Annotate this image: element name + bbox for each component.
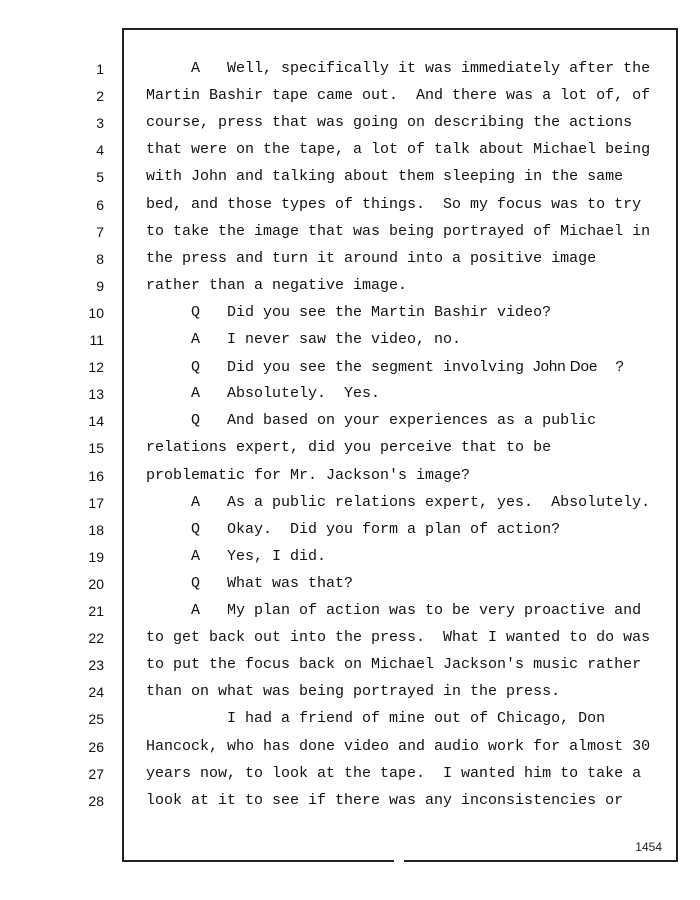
line-text: years now, to look at the tape. I wanted him to take a (146, 765, 642, 782)
line-text: A I never saw the video, no. (146, 331, 462, 348)
line-number: 20 (88, 576, 104, 592)
transcript-line (146, 224, 671, 240)
line-text: with John and talking about them sleeping in the same (146, 168, 624, 185)
page-number: 1454 (635, 840, 662, 854)
transcript-line (146, 169, 671, 185)
line-text: look at it to see if there was any inconsistencies or (146, 792, 624, 809)
transcript-line (146, 603, 671, 619)
bottom-border-right (404, 860, 678, 862)
line-number: 21 (88, 603, 104, 619)
line-number: 7 (96, 224, 104, 240)
line-number: 28 (88, 793, 104, 809)
transcript-line (146, 495, 671, 511)
line-number: 13 (88, 386, 104, 402)
transcript-line (146, 576, 671, 592)
line-text: bed, and those types of things. So my focus was to try (146, 196, 642, 213)
line-number: 15 (88, 440, 104, 456)
line-number: 19 (88, 549, 104, 565)
line-text: the press and turn it around into a positive image (146, 250, 597, 267)
line-number: 10 (88, 305, 104, 321)
transcript-line (146, 413, 671, 429)
line-text: I had a friend of mine out of Chicago, Don (146, 710, 606, 727)
line-number: 17 (88, 495, 104, 511)
line-text: that were on the tape, a lot of talk about Michael being (146, 141, 651, 158)
line-number: 22 (88, 630, 104, 646)
transcript-line (146, 142, 671, 158)
transcript-line (146, 549, 671, 565)
transcript-line (146, 468, 671, 484)
line-text: to put the focus back on Michael Jackson's music rather (146, 656, 642, 673)
line-text: to get back out into the press. What I wanted to do was (146, 629, 651, 646)
line-number: 26 (88, 739, 104, 755)
line-text: problematic for Mr. Jackson's image? (146, 467, 471, 484)
transcript-line (146, 61, 671, 77)
line-text: A My plan of action was to be very proactive and (146, 602, 642, 619)
transcript-line (146, 359, 671, 376)
line-number: 4 (96, 142, 104, 158)
line-text: Q Did you see the Martin Bashir video? (146, 304, 552, 321)
line-number: 27 (88, 766, 104, 782)
line-text: A Absolutely. Yes. (146, 385, 381, 402)
line-text: Q And based on your experiences as a public (146, 412, 597, 429)
line-text: Martin Bashir tape came out. And there was a lot of, of (146, 87, 651, 104)
redacted-name: John Doe (533, 358, 598, 375)
transcript-line (146, 440, 671, 456)
transcript-line (146, 657, 671, 673)
transcript-line (146, 332, 671, 348)
line-text: A Yes, I did. (146, 548, 327, 565)
line-number: 6 (96, 197, 104, 213)
transcript-line (146, 115, 671, 131)
line-text: relations expert, did you perceive that to be (146, 439, 552, 456)
transcript-line (146, 630, 671, 646)
line-number: 16 (88, 468, 104, 484)
transcript-line (146, 386, 671, 402)
line-text: rather than a negative image. (146, 277, 408, 294)
transcript-line (146, 793, 671, 809)
transcript-line (146, 305, 671, 321)
line-number: 11 (89, 332, 104, 348)
transcript-line (146, 88, 671, 104)
transcript-line (146, 766, 671, 782)
line-text: than on what was being portrayed in the press. (146, 683, 561, 700)
line-number: 14 (88, 413, 104, 429)
line-text: Q Did you see the segment involving (146, 359, 534, 376)
transcript-line (146, 522, 671, 538)
line-text: A Well, specifically it was immediately after the (146, 60, 651, 77)
line-number: 25 (88, 711, 104, 727)
line-number: 1 (96, 61, 104, 77)
line-number: 18 (88, 522, 104, 538)
line-number: 5 (96, 169, 104, 185)
line-text: course, press that was going on describing the actions (146, 114, 633, 131)
line-number: 23 (88, 657, 104, 673)
line-number: 12 (88, 359, 104, 375)
line-text: to take the image that was being portrayed of Michael in (146, 223, 651, 240)
transcript-line (146, 684, 671, 700)
line-text-after: ? (597, 359, 625, 376)
transcript-line (146, 739, 671, 755)
line-text: A As a public relations expert, yes. Absolutely. (146, 494, 651, 511)
line-number: 8 (96, 251, 104, 267)
line-number: 2 (96, 88, 104, 104)
transcript-line (146, 251, 671, 267)
line-text: Hancock, who has done video and audio work for almost 30 (146, 738, 651, 755)
line-text: Q What was that? (146, 575, 354, 592)
transcript-line (146, 197, 671, 213)
line-text: Q Okay. Did you form a plan of action? (146, 521, 561, 538)
bottom-border-left (122, 860, 394, 862)
line-number: 24 (88, 684, 104, 700)
transcript-line (146, 278, 671, 294)
transcript-line (146, 711, 671, 727)
line-number: 3 (96, 115, 104, 131)
line-number: 9 (96, 278, 104, 294)
